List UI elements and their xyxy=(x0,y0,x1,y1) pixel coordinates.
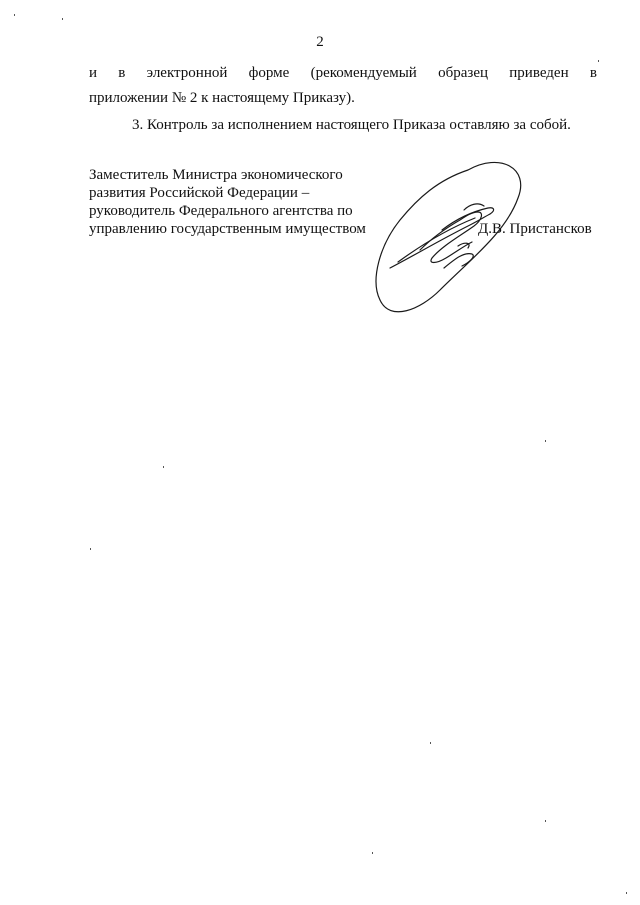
word: образец xyxy=(438,65,489,81)
scan-speck xyxy=(90,548,91,550)
scan-speck xyxy=(62,18,63,20)
word: (рекомендуемый xyxy=(310,65,417,81)
scan-speck xyxy=(545,440,546,442)
scan-speck xyxy=(14,14,15,16)
scan-speck xyxy=(598,60,599,62)
word: и xyxy=(89,65,98,81)
page-number: 2 xyxy=(316,34,324,50)
scan-speck xyxy=(545,820,546,822)
signatory-title xyxy=(89,166,366,238)
word: форме xyxy=(248,65,290,81)
signatory-name: Д.В. Пристансков xyxy=(478,221,592,237)
body-paragraph-3: 3. Контроль за исполнением настоящего Приказа оставляю за собой. xyxy=(132,117,571,133)
scan-speck xyxy=(430,742,431,744)
body-line-1 xyxy=(89,63,597,83)
word: приведен xyxy=(509,65,569,81)
signatory-title-line: развития Российской Федерации – xyxy=(89,185,310,201)
word: электронной xyxy=(146,65,228,81)
body-line-2: приложении № 2 к настоящему Приказу). xyxy=(89,90,355,106)
word: в xyxy=(118,65,126,81)
scan-speck xyxy=(163,466,164,468)
scan-speck xyxy=(372,852,373,854)
signatory-title-line: управлению государственным имуществом xyxy=(89,221,366,237)
scan-speck xyxy=(626,892,627,894)
signatory-title-line: руководитель Федерального агентства по xyxy=(89,203,353,219)
signatory-title-line: Заместитель Министра экономического xyxy=(89,167,343,183)
word: в xyxy=(589,65,597,81)
